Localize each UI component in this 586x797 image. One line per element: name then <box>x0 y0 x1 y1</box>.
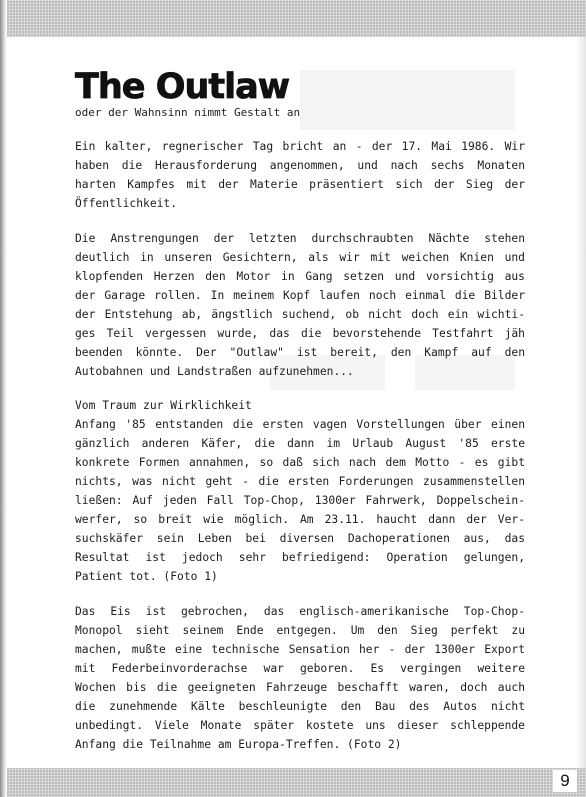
text-line: suchskäfer sein Leben bei diversen Dachoperationen aus, das <box>75 532 525 545</box>
text-line: klopfenden Herzen den Motor in Gang setzen und vorsichtig aus <box>75 270 525 283</box>
page-edge-shadow <box>576 37 586 768</box>
text-line: der Entstehung ab, ängstlich suchend, ob nicht doch ein wichti- <box>75 308 525 321</box>
text-line: der Garage rollen. In meinem Kopf laufen noch einmal die Bilder <box>75 289 525 302</box>
text-line: Das Eis ist gebrochen, das englisch-amerikanische Top-Chop- <box>75 605 525 618</box>
paragraph-3 <box>75 396 525 586</box>
paragraph-4 <box>75 602 525 754</box>
text-line: harten Kampfes mit der Materie präsentiert sich der Sieg der <box>75 178 525 191</box>
top-halftone-border <box>0 0 586 37</box>
text-line: machen, mußte eine technische Sensation her - der 1300er Export <box>75 643 525 656</box>
text-line: mit Federbeinvorderachse war geboren. Es vergingen weitere <box>75 662 525 675</box>
text-line: werfer, so breit wie möglich. Am 23.11. haucht dann der Ver- <box>75 513 525 526</box>
text-line: nichts, was nicht geht - die ersten Forderungen zusammenstellen <box>75 475 525 488</box>
paragraph-2 <box>75 229 525 381</box>
page-number: 9 <box>553 770 577 792</box>
text-line: Anfang die Teilnahme am Europa-Treffen. (Foto 2) <box>75 738 402 751</box>
article-subtitle: oder der Wahnsinn nimmt Gestalt an <box>75 106 301 119</box>
text-line: ges Teil vergessen wurde, das die bevorstehende Testfahrt jäh <box>75 327 525 340</box>
paragraph-1 <box>75 137 525 213</box>
text-line: beenden könnte. Der "Outlaw" ist bereit, den Kampf auf den <box>75 346 525 359</box>
text-line: Öffentlichkeit. <box>75 197 178 210</box>
text-line: Patient tot. (Foto 1) <box>75 570 218 583</box>
text-line: ließen: Auf jeden Fall Top-Chop, 1300er Fahrwerk, Doppelschein- <box>75 494 525 507</box>
text-line: Anfang '85 entstanden die ersten vagen Vorstellungen über einen <box>75 418 525 431</box>
article-title: The Outlaw <box>75 67 290 107</box>
text-line: gänzlich anderen Käfer, die dann im Urlaub August '85 erste <box>75 437 525 450</box>
text-line: haben die Herausforderung angenommen, und nach sechs Monaten <box>75 159 525 172</box>
page-gutter-shadow <box>0 0 7 797</box>
text-line: Ein kalter, regnerischer Tag bricht an - der 17. Mai 1986. Wir <box>75 140 525 153</box>
text-line: Die Anstrengungen der letzten durchschraubten Nächte stehen <box>75 232 525 245</box>
section-heading: Vom Traum zur Wirklichkeit <box>75 399 252 412</box>
article <box>75 66 525 754</box>
text-line: Monopol sieht seinem Ende entgegen. Um den Sieg perfekt zu <box>75 624 525 637</box>
text-line: konkrete Formen annahmen, so daß sich nach dem Motto - es gibt <box>75 456 525 469</box>
text-line: deutlich in unseren Gesichtern, als wir mit weichen Knien und <box>75 251 525 264</box>
text-line: Autobahnen und Landstraßen aufzunehmen... <box>75 365 354 378</box>
text-line: Resultat ist jedoch sehr befriedigend: Operation gelungen, <box>75 551 525 564</box>
text-line: unbedingt. Viele Monate später kostete uns dieser schleppende <box>75 719 525 732</box>
bottom-halftone-border <box>0 768 586 797</box>
text-line: Wochen bis die geeigneten Fahrzeuge beschafft waren, doch auch <box>75 681 525 694</box>
text-line: die zunehmende Kälte beschleunigte den Bau des Autos nicht <box>75 700 525 713</box>
